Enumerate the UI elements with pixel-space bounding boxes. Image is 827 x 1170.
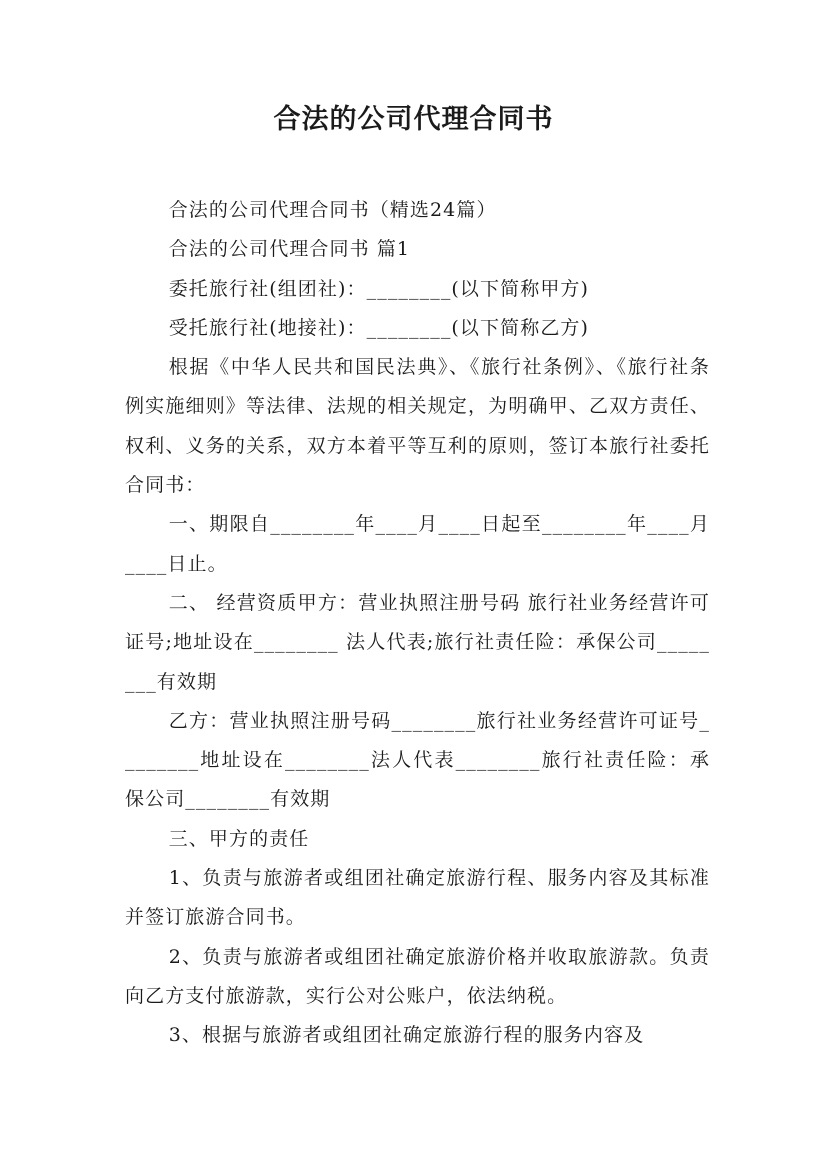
paragraph-qualification-b: 乙方：营业执照注册号码________旅行社业务经营许可证号________地址设在________法人代表________旅行社责任险：承保公司________有效期 [125,709,710,811]
document-body [125,191,710,1056]
paragraph-subtitle: 合法的公司代理合同书（精选24篇） [168,199,497,221]
paragraph-party-a: 委托旅行社(组团社)：________(以下简称甲方) [168,277,590,300]
paragraph-clause-1: 1、负责与旅游者或组团社确定旅游行程、服务内容及其标准并签订旅游合同书。 [125,867,710,929]
paragraph-clause-3: 3、根据与旅游者或组团社确定旅游行程的服务内容及 [168,1024,645,1047]
paragraph-responsibility-heading: 三、甲方的责任 [168,827,310,850]
document-title: 合法的公司代理合同书 [273,104,554,135]
paragraph-qualification-a: 二、 经营资质甲方：营业执照注册号码 旅行社业务经营许可证号;地址设在________ 法人代表;旅行社责任险：承保公司________有效期 [125,591,710,693]
paragraph-section-heading: 合法的公司代理合同书 篇1 [168,238,411,261]
paragraph-term: 一、期限自________年____月____日起至________年____月____日止。 [125,513,710,575]
paragraph-preamble: 根据《中华人民共和国民法典》、《旅行社条例》、《旅行社条例实施细则》等法律、法规的相关规定，为明确甲、乙双方责任、权利、义务的关系，双方本着平等互利的原则，签订本旅行社委托合同书： [125,356,710,497]
paragraph-clause-2: 2、负责与旅游者或组团社确定旅游价格并收取旅游款。负责向乙方支付旅游款，实行公对公账户，依法纳税。 [125,945,710,1007]
paragraph-party-b: 受托旅行社(地接社)：________(以下简称乙方) [168,316,590,339]
